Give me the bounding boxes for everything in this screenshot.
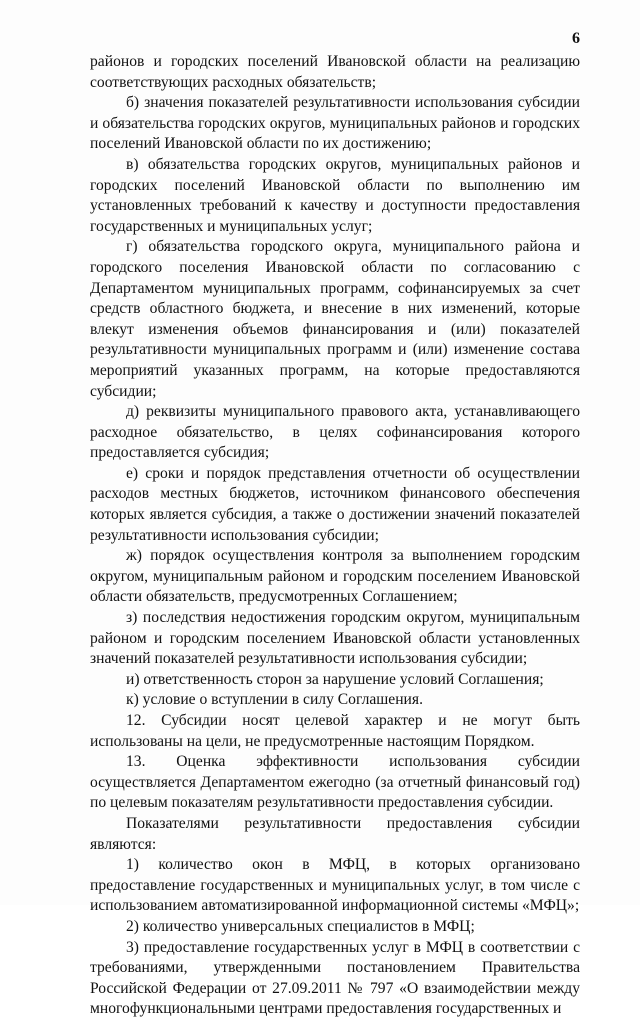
paragraph-12: 12. Субсидии носят целевой характер и не могут быть использованы на цели, не предусмотренные настоящим Порядком. <box>90 712 580 750</box>
paragraph-item-e: е) сроки и порядок представления отчетности об осуществлении расходов местных бюджетов, источником финансового обеспечения которых является субсидия, а также о достижении значений показателей результативности использования субсидии; <box>90 464 580 544</box>
paragraph-item-g: г) обязательства городского округа, муниципального района и городского поселения Ивановской области по согласованию с Департаментом муниципальных программ, софинансируемых за счет средств областного бюджета, и внесение в них изменений, которые влекут изменения объемов финансирования и (или) показателей результативности муниципальных программ и (или) изменение состава мероприятий указанных программ, на которые предоставляются субсидии; <box>90 238 580 400</box>
paragraph-item-d: д) реквизиты муниципального правового акта, устанавливающего расходное обязательство, в целях софинансирования которого предоставляется субсидия; <box>90 403 580 462</box>
paragraph-item-zh: ж) порядок осуществления контроля за выполнением городским округом, муниципальным районом и городским поселением Ивановской области обязательств, предусмотренных Соглашением; <box>90 547 580 606</box>
paragraph-item-v: в) обязательства городских округов, муниципальных районов и городских поселений Ивановской области по выполнению им установленных требований к качеству и доступности предоставления государственных и муниципальных услуг; <box>90 155 580 235</box>
page-number: 6 <box>572 30 580 47</box>
paragraph-item-z: з) последствия недостижения городским округом, муниципальным районом и городским поселением Ивановской области установленных значений показателей результативности использования субсидии; <box>90 609 580 668</box>
document-body <box>90 52 580 1020</box>
paragraph-indicator-3: 3) предоставление государственных услуг в МФЦ в соответствии с требованиями, утвержденными постановлением Правительства Российской Федерации от 27.09.2011 № 797 «О взаимодействии между многофункциональными центрами предоставления государственных и <box>90 938 580 1018</box>
paragraph-indicator-1: 1) количество окон в МФЦ, в которых организовано предоставление государственных и муниципальных услуг, в том числе с использованием автоматизированной информационной системы «МФЦ»; <box>90 856 580 915</box>
paragraph-item-i: и) ответственность сторон за нарушение условий Соглашения; <box>126 670 544 688</box>
paragraph-item-k: к) условие о вступлении в силу Соглашения. <box>126 691 423 709</box>
paragraph-indicators-intro: Показателями результативности предоставления субсидии являются: <box>90 814 580 853</box>
paragraph-item-b: б) значения показателей результативности использования субсидии и обязательства городских округов, муниципальных районов и городских поселений Ивановской области по их достижению; <box>90 94 580 153</box>
paragraph-continuation: районов и городских поселений Ивановской области на реализацию соответствующих расходных обязательств; <box>90 53 580 91</box>
paragraph-13: 13. Оценка эффективности использования субсидии осуществляется Департаментом ежегодно (за отчетный финансовый год) по целевым показателям результативности предоставления субсидии. <box>90 753 580 812</box>
paragraph-indicator-2: 2) количество универсальных специалистов в МФЦ; <box>126 917 475 935</box>
